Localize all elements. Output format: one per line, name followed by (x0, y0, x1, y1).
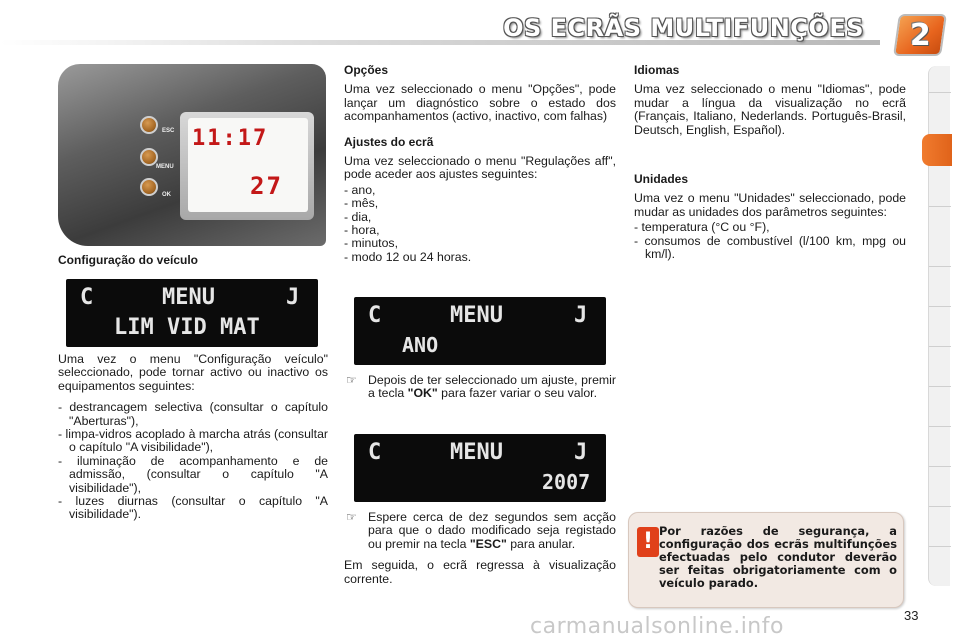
note-ok: ☞ Depois de ter seleccionado um ajuste, premir a tecla "OK" para fazer variar o seu valor. (346, 373, 616, 401)
lcd-display-year-value (354, 434, 606, 502)
tab-divider (929, 92, 951, 93)
list-item: - minutos, (344, 237, 616, 250)
section-heading-options: Opções (344, 63, 389, 77)
section-heading-vehicle-config: Configuração do veículo (58, 253, 199, 267)
lcd-display-vehicle-config (66, 279, 318, 347)
vehicle-config-intro: Uma vez o menu "Configuração veículo" seleccionado, pode tornar activo ou inactivo os equipamentos seguintes: (58, 352, 328, 393)
lcd-bracket-right: J (574, 303, 588, 328)
display-temperature: 27 (250, 172, 283, 200)
chapter-badge (893, 14, 947, 56)
esc-button-label: ESC (162, 128, 175, 134)
display-settings-list (344, 184, 616, 264)
lcd-menu-label: MENU (450, 440, 503, 465)
display-time: 11:17 (192, 126, 269, 151)
menu-button-label: MENU (156, 164, 174, 170)
lcd-bracket-left: C (80, 285, 94, 310)
esc-key-label: "ESC" (469, 536, 507, 551)
vehicle-config-list (58, 401, 328, 522)
note-esc: ☞ Espere cerca de dez segundos sem acção para que o dado modificado seja registado ou premir na tecla "ESC" para anular. (346, 510, 616, 551)
display-settings-text: Uma vez seleccionado o menu "Regulações aff", pode aceder aos ajustes seguintes: (344, 154, 616, 182)
left-column-body (58, 353, 328, 522)
lcd-bracket-right: J (286, 285, 300, 310)
list-item: - hora, (344, 224, 616, 237)
list-item: - consumos de combustível (l/100 km, mpg ou km/l). (634, 235, 906, 262)
list-item: - dia, (344, 211, 616, 224)
units-list (634, 221, 906, 261)
lcd-menu-label: MENU (162, 285, 215, 310)
pointing-hand-icon: ☞ (346, 373, 357, 387)
list-item: - destrancagem selectiva (consultar o capítulo "Aberturas"), (58, 401, 328, 428)
units-text: Uma vez o menu "Unidades" seleccionado, pode mudar as unidades dos parâmetros seguintes: (634, 191, 906, 219)
list-item: - limpa-vidros acoplado à marcha atrás (consultar o capítulo "A visibilidade"), (58, 428, 328, 455)
tab-divider (929, 386, 951, 387)
tab-divider (929, 306, 951, 307)
page-number: 33 (904, 608, 919, 623)
chapter-number: 2 (909, 17, 931, 53)
closing-text: Em seguida, o ecrã regressa à visualização corrente. (344, 558, 616, 586)
section-heading-display-settings: Ajustes do ecrã (344, 134, 434, 149)
ok-button-icon (140, 178, 158, 196)
ok-key-label: "OK" (407, 386, 438, 401)
safety-warning-text: Por razões de segurança, a configuração dos ecrãs multifunções efectuadas pelo condutor deverão ser feitas obrigatoriamente com o veículo parado. (659, 524, 897, 590)
lcd-value: 2007 (542, 470, 591, 494)
active-chapter-tab (922, 134, 952, 166)
tab-divider (929, 346, 951, 347)
list-item: - modo 12 ou 24 horas. (344, 251, 616, 264)
lcd-bracket-right: J (574, 440, 588, 465)
options-text: Uma vez seleccionado o menu "Opções", pode lançar um diagnóstico sobre o estado dos acompanhamentos (activo, inactivo, com falhas) (344, 82, 616, 124)
tab-divider (929, 266, 951, 267)
note-ok-block (344, 374, 616, 409)
lcd-menu-label: MENU (450, 303, 503, 328)
page-title: OS ECRÃS MULTIFUNÇÕES (503, 14, 864, 42)
list-item: - temperatura (°C ou °F), (634, 221, 906, 234)
esc-button-icon (140, 116, 158, 134)
safety-warning-box (628, 512, 904, 608)
lcd-bracket-left: C (368, 440, 382, 465)
tab-divider (929, 206, 951, 207)
tab-divider (929, 426, 951, 427)
dashboard-photo (58, 64, 326, 246)
watermark: carmanualsonline.info (530, 614, 784, 639)
ok-button-label: OK (162, 192, 171, 198)
middle-column (344, 64, 616, 264)
section-heading-languages: Idiomas (634, 63, 680, 77)
list-item: - iluminação de acompanhamento e de admissão, (consultar o capítulo "A visibilidade"), (58, 455, 328, 495)
list-item: - ano, (344, 184, 616, 197)
lcd-value: LIM VID MAT (114, 315, 260, 340)
page-header (0, 0, 960, 58)
lcd-bracket-left: C (368, 303, 382, 328)
right-column (634, 64, 906, 261)
lcd-display-year (354, 297, 606, 365)
lcd-value: ANO (402, 333, 439, 357)
languages-text: Uma vez seleccionado o menu "Idiomas", pode mudar a língua da visualização no ecrã (Français, Italiano, Nederlands. Português-Brasil, Deutsch, English, Español). (634, 82, 906, 137)
tab-divider (929, 506, 951, 507)
list-item: - luzes diurnas (consultar o capítulo "A visibilidade"). (58, 495, 328, 522)
warning-icon: ! (637, 527, 659, 557)
list-item: - mês, (344, 197, 616, 210)
note-esc-block (344, 511, 616, 594)
pointing-hand-icon: ☞ (346, 510, 357, 524)
display-screen (188, 118, 308, 212)
section-heading-units: Unidades (634, 172, 689, 187)
left-column (58, 254, 328, 273)
tab-divider (929, 546, 951, 547)
tab-divider (929, 466, 951, 467)
